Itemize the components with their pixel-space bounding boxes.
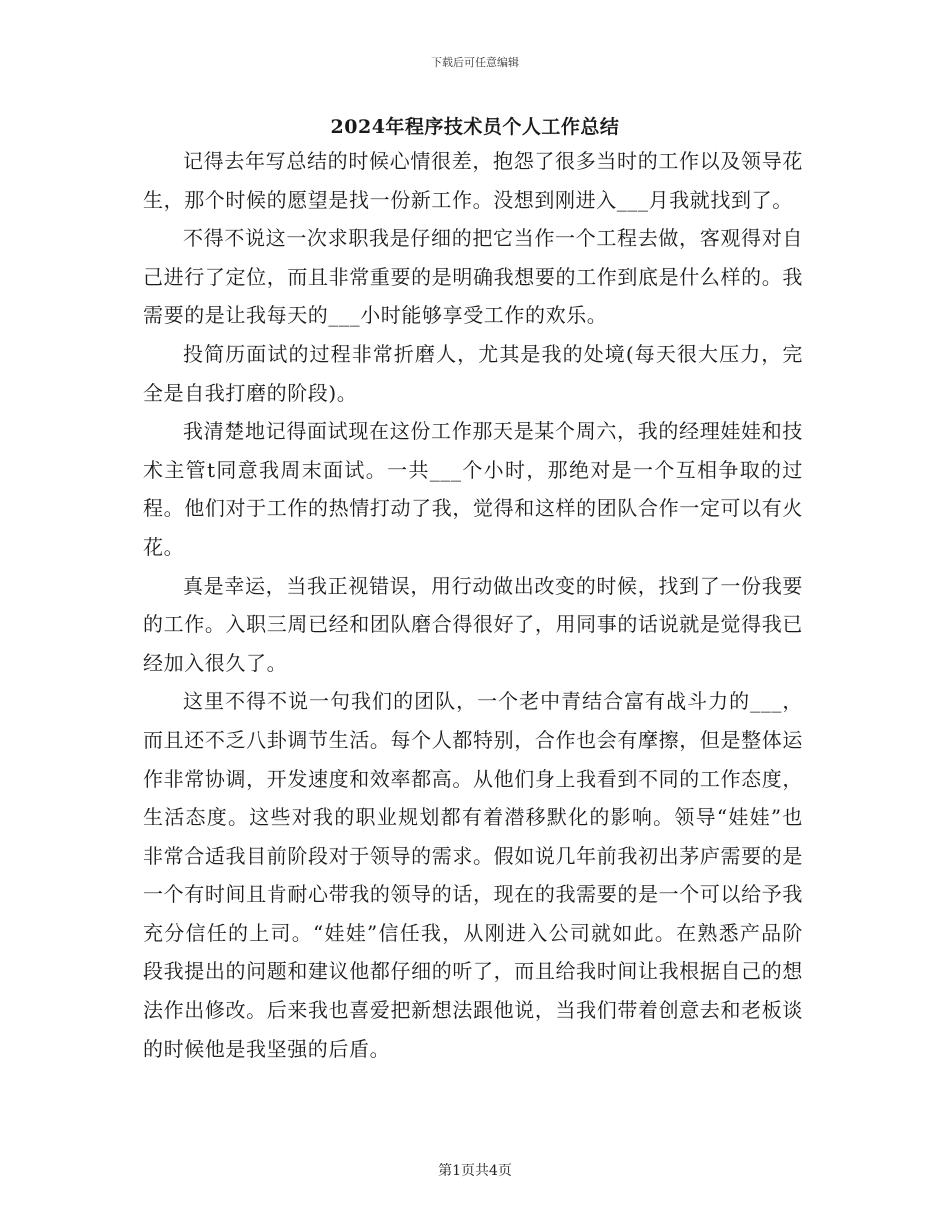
document-body <box>143 142 803 1068</box>
paragraph: 真是幸运，当我正视错误，用行动做出改变的时候，找到了一份我要的工作。入职三周已经和团队磨合得很好了，用同事的话说就是觉得我已经加入很久了。 <box>143 573 803 675</box>
paragraph: 记得去年写总结的时候心情很差，抱怨了很多当时的工作以及领导花生，那个时候的愿望是找一份新工作。没想到刚进入___月我就找到了。 <box>143 149 803 212</box>
paragraph: 不得不说这一次求职我是仔细的把它当作一个工程去做，客观得对自己进行了定位，而且非常重要的是明确我想要的工作到底是什么样的。我需要的是让我每天的___小时能够享受工作的欢乐。 <box>143 226 803 328</box>
header-note: 下载后可任意编辑 <box>431 56 519 69</box>
page-number-footer: 第1页共4页 <box>438 1163 512 1179</box>
paragraph: 我清楚地记得面试现在这份工作那天是某个周六，我的经理娃娃和技术主管t同意我周末面试。一共___个小时，那绝对是一个互相争取的过程。他们对于工作的热情打动了我，觉得和这样的团队合作一定可以有火花。 <box>143 419 803 559</box>
paragraph: 投简历面试的过程非常折磨人，尤其是我的处境(每天很大压力，完全是自我打磨的阶段)。 <box>143 341 803 405</box>
paragraph: 这里不得不说一句我们的团队，一个老中青结合富有战斗力的___，而且还不乏八卦调节生活。每个人都特别，合作也会有摩擦，但是整体运作非常协调，开发速度和效率都高。从他们身上我看到不同的工作态度，生活态度。这些对我的职业规划都有着潜移默化的影响。领导“娃娃”也非常合适我目前阶段对于领导的需求。假如说几年前我初出茅庐需要的是一个有时间且肯耐心带我的领导的话，现在的我需要的是一个可以给予我充分信任的上司。“娃娃”信任我，从刚进入公司就如此。在熟悉产品阶段我提出的问题和建议他都仔细的听了，而且给我时间让我根据自己的想法作出修改。后来我也喜爱把新想法跟他说，当我们带着创意去和老板谈的时候他是我坚强的后盾。 <box>143 689 803 1061</box>
document-title: 2024年程序技术员个人工作总结 <box>330 116 620 138</box>
